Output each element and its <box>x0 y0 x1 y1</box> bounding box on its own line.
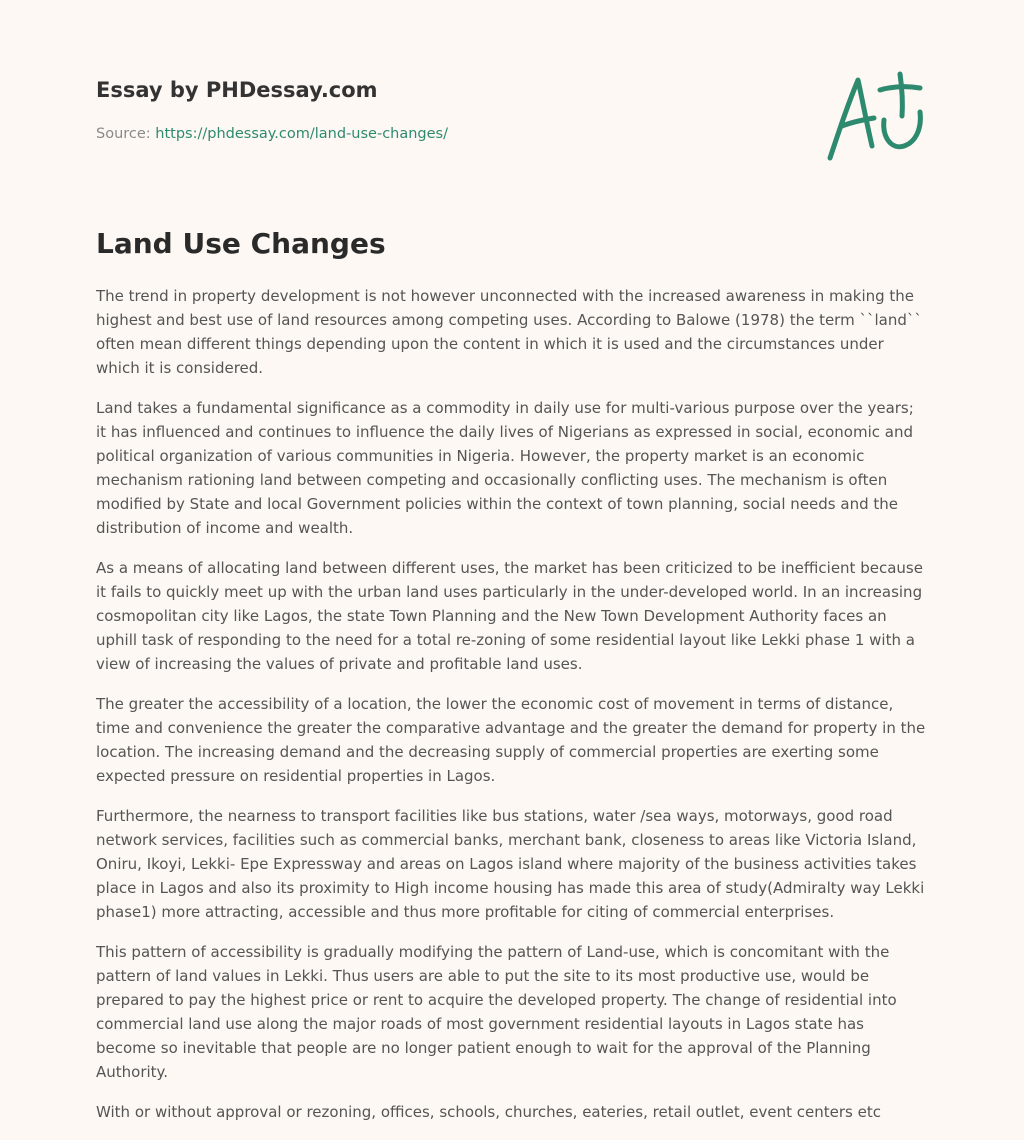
essay-paragraph-7: With or without approval or rezoning, offices, schools, churches, eateries, retail outlet, event centers etc <box>96 1103 881 1121</box>
site-header <box>96 76 926 176</box>
essay-paragraph-6: This pattern of accessibility is gradually modifying the pattern of Land-use, which is concomitant with the pattern of land values in Lekki. Thus users are able to put the site to its most productive use, would be prepared to pay the highest price or rent to acquire the developed property. The change of residential into commercial land use along the major roads of most government residential layouts in Lagos state has become so inevitable that people are no longer patient enough to wait for the approval of the Planning Authority. <box>96 943 897 1081</box>
essay-paragraph-3: As a means of allocating land between different uses, the market has been criticized to be inefficient because it fails to quickly meet up with the urban land uses particularly in the under-developed world. In an increasing cosmopolitan city like Lagos, the state Town Planning and the New Town Development Authority faces an uphill task of responding to the need for a total re-zoning of some residential layout like Lekki phase 1 with a view of increasing the values of private and profitable land uses. <box>96 559 923 673</box>
essay-paragraph-1: The trend in property development is not however unconnected with the increased awareness in making the highest and best use of land resources among competing uses. According to Balowe (1978) the term ``land`` often mean different things depending upon the content in which it is used and the circumstances under which it is considered. <box>96 287 922 377</box>
essay-body <box>96 284 926 1140</box>
a-plus-logo-icon <box>822 68 926 164</box>
source-line <box>96 124 448 144</box>
essay-paragraph-2: Land takes a fundamental significance as a commodity in daily use for multi-various purpose over the years; it has influenced and continues to influence the daily lives of Nigerians as expressed in social, economic and political organization of various communities in Nigeria. However, the property market is an economic mechanism rationing land between competing and occasionally conflicting uses. The mechanism is often modified by State and local Government policies within the context of town planning, social needs and the distribution of income and wealth. <box>96 399 914 537</box>
essay-paragraph-4: The greater the accessibility of a location, the lower the economic cost of movement in terms of distance, time and convenience the greater the comparative advantage and the greater the demand for property in the location. The increasing demand and the decreasing supply of commercial properties are exerting some expected pressure on residential properties in Lagos. <box>96 695 926 785</box>
source-link[interactable]: https://phdessay.com/land-use-changes/ <box>155 126 449 142</box>
source-label: Source: <box>96 126 156 142</box>
site-title: Essay by PHDessay.com <box>96 78 378 102</box>
essay-title: Land Use Changes <box>96 227 386 260</box>
essay-paragraph-5: Furthermore, the nearness to transport facilities like bus stations, water /sea ways, motorways, good road network services, facilities such as commercial banks, merchant bank, closeness to areas like Victoria Island, Oniru, Ikoyi, Lekki- Epe Expressway and areas on Lagos island where majority of the business activities takes place in Lagos and also its proximity to High income housing has made this area of study(Admiralty way Lekki phase1) more attracting, accessible and thus more profitable for citing of commercial enterprises. <box>96 807 925 921</box>
